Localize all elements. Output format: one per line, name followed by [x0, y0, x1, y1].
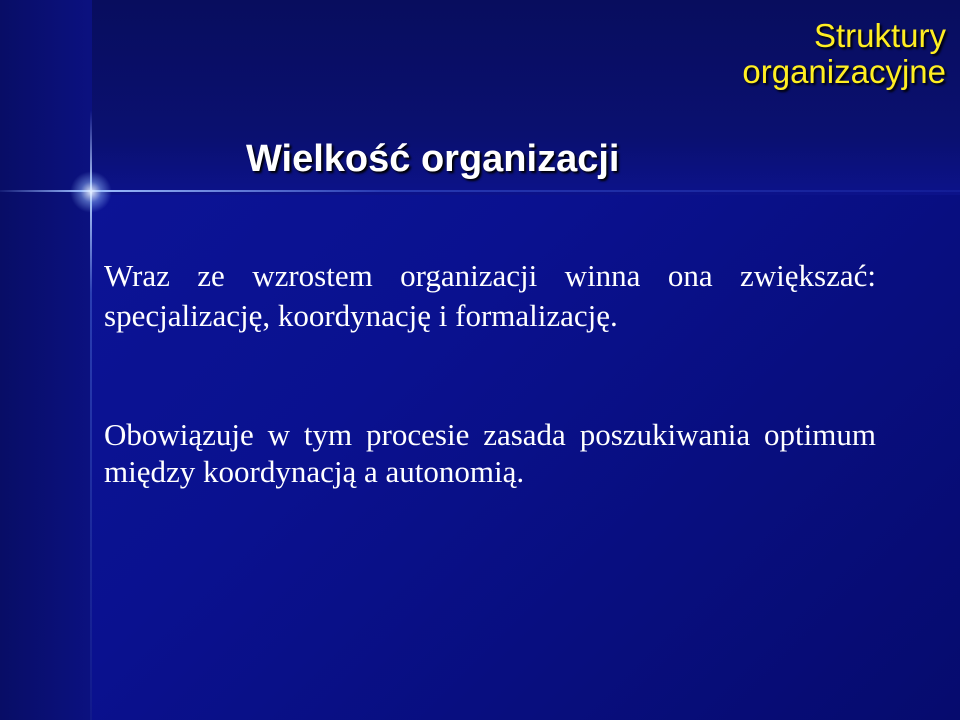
- slide-title: Wielkość organizacji: [246, 138, 620, 180]
- section-title-line2: organizacyjne: [742, 53, 946, 90]
- horizontal-divider: [0, 190, 960, 192]
- left-panel: [0, 0, 92, 720]
- body-paragraph-2: Obowiązuje w tym procesie zasada poszukiwania optimum między koordynacją a autonomią.: [104, 417, 876, 489]
- section-title-line1: Struktury: [813, 17, 946, 54]
- section-title: [742, 18, 946, 90]
- body-paragraph-1: Wraz ze wzrostem organizacji winna ona zwiększać: specjalizację, koordynację i formalizację.: [104, 258, 876, 333]
- light-flare: [70, 171, 112, 213]
